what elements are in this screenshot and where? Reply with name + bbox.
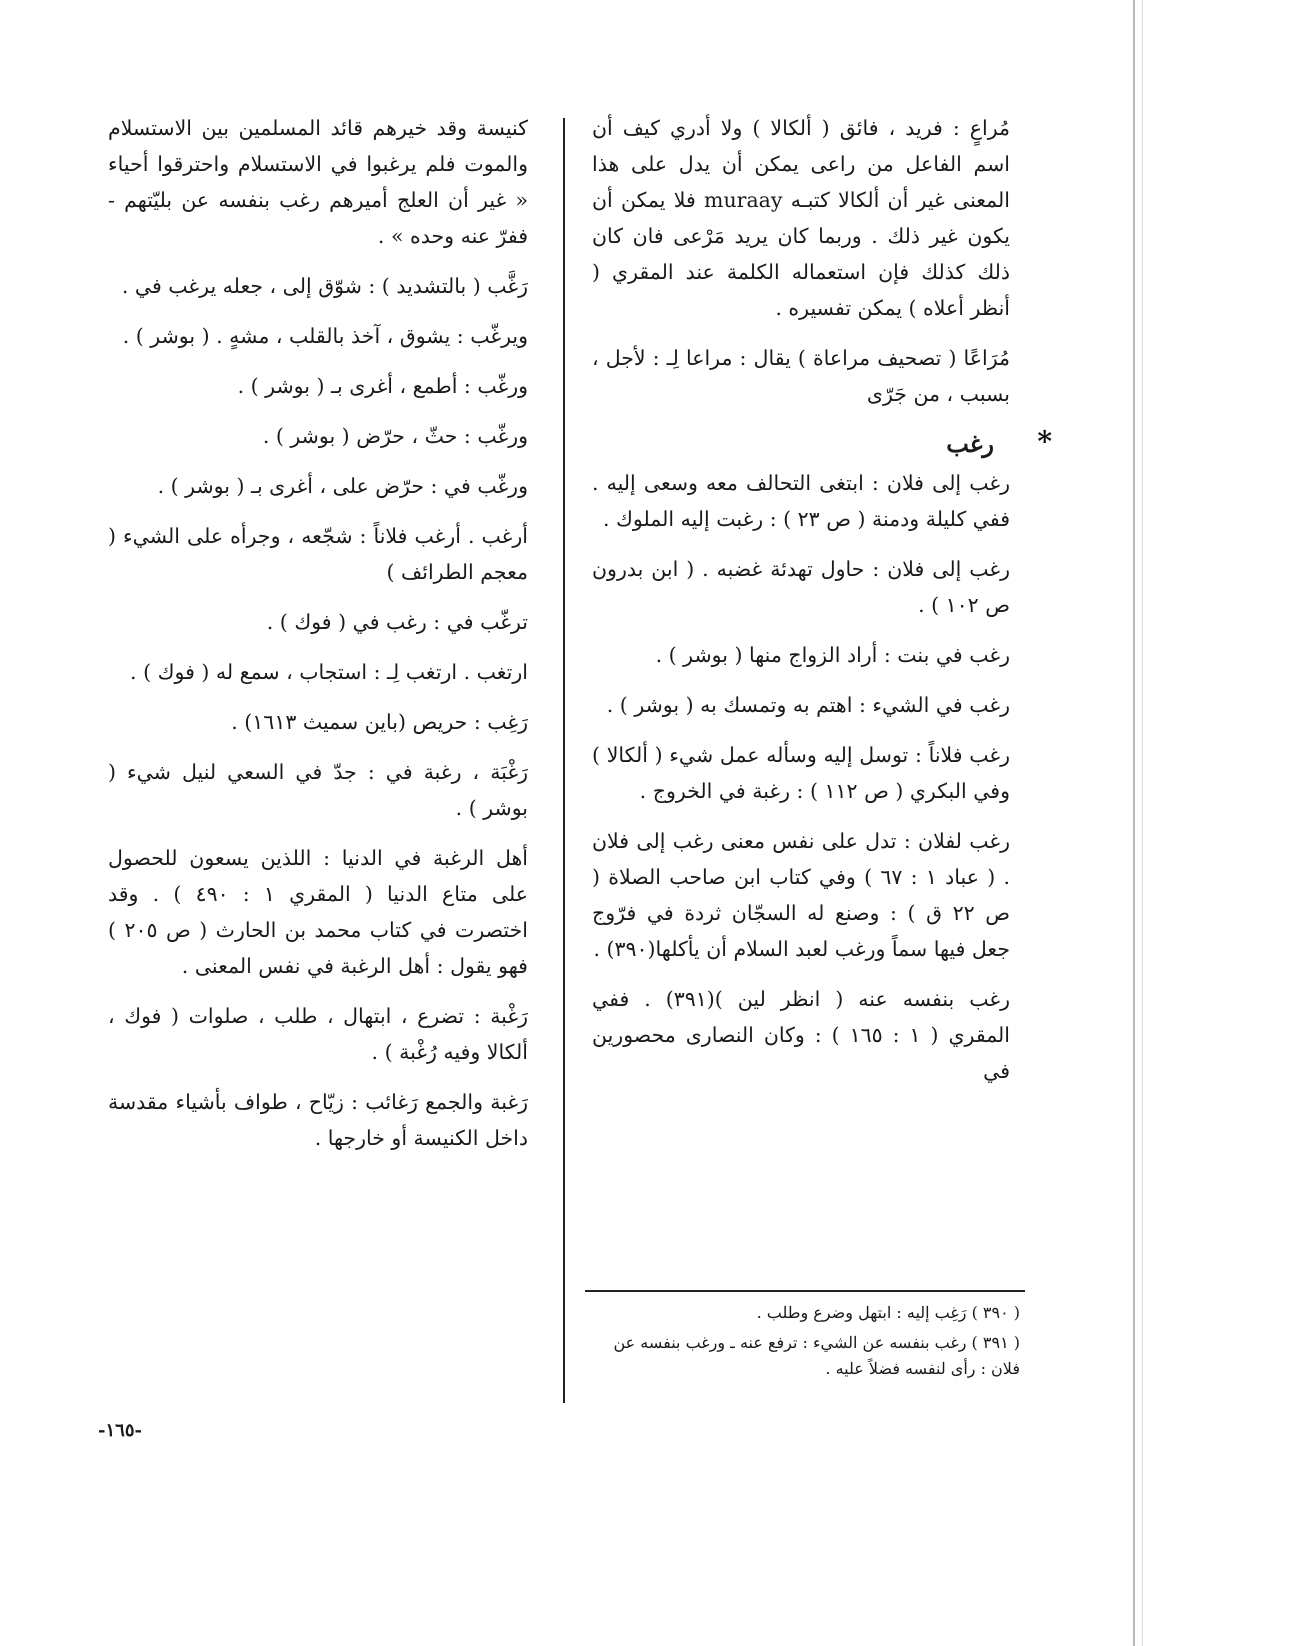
right-column [592, 110, 1052, 1103]
entry-raghba-fi: رَغْبَة ، رغبة في : جدّ في السعي لنيل شيء ( بوشر ) . [108, 760, 528, 820]
entry-raghba-raghaib: رَغبة والجمع رَغائب : زيّاح ، طواف بأشياء مقدسة داخل الكنيسة أو خارجها . [108, 1090, 528, 1150]
section-header [592, 425, 1052, 463]
left-column [108, 110, 528, 1170]
entry-arghaba: أرغب . أرغب فلاناً : شجّعه ، وجرأه على الشيء ( معجم الطرائف ) [108, 524, 528, 584]
entry-raghib: رَغِب : حريص (باين سميث ١٦١٣) . [231, 710, 528, 734]
entry-yuraggib: ويرغّب : يشوق ، آخذ بالقلب ، مشهٍ . ( بوشر ) . [122, 324, 528, 348]
section-star-marker: * [1037, 425, 1052, 458]
entry-ragiba-fi-shay: رغب في الشيء : اهتم به وتمسك به ( بوشر ) . [606, 693, 1010, 717]
entry-muraa: مُراعٍ : فريد ، فائق ( ألكالا ) ولا أدري كيف أن اسم الفاعل من راعى يمكن أن يدل على هذا المعنى غير أن ألكالا كتبـه muraay فلا يمكن أن يكون غير ذلك . وربما كان يريد مَرْعى فان كان ذلك كذلك فإن استعماله الكلمة عند المقري ( أنظر أعلاه ) يمكن تفسيره . [592, 116, 1010, 320]
column-divider [563, 118, 565, 1403]
page-spine-edge-faint [1142, 0, 1143, 1646]
entry-raghba-tadarru: رَغْبة : تضرع ، ابتهال ، طلب ، صلوات ( فوك ، ألكالا وفيه رُغْبة ) . [108, 1004, 528, 1064]
section-headword: رغب [946, 429, 994, 458]
footnote-390: ( ٣٩٠ ) رَغِب إليه : ابتهل وضرع وطلب . [756, 1303, 1020, 1322]
page-number: -١٦٥- [98, 1420, 142, 1441]
footnotes [590, 1300, 1020, 1386]
entry-ragiba-fi-bint: رغب في بنت : أراد الزواج منها ( بوشر ) . [655, 643, 1010, 667]
entry-muraan: مُرَاعًا ( تصحيف مراعاة ) يقال : مراعا لِـ : لأجل ، بسبب ، من جَرّى [592, 346, 1010, 406]
entry-raggaba: رَغَّب ( بالتشديد ) : شوّق إلى ، جعله يرغب في . [121, 274, 528, 298]
entry-ragiba-fulanan: رغب فلاناً : توسل إليه وسأله عمل شيء ( ألكالا ) وفي البكري ( ص ١١٢ ) : رغبة في الخروج . [592, 743, 1010, 803]
entry-ragiba-binafsihi: رغب بنفسه عنه ( انظر لين )(٣٩١) . ففي المقري ( ١ : ١٦٥ ) : وكان النصارى محصورين في [592, 987, 1010, 1083]
entry-ragiba-li-fulan: رغب لفلان : تدل على نفس معنى رغب إلى فلان . ( عباد ١ : ٦٧ ) وفي كتاب ابن صاحب الصلاة ( ص ٢٢ ق ) : وصنع له السجّان ثردة في فرّوج جعل فيها سماً ورغب لعبد السلام أن يأكلها(٣٩٠) . [592, 829, 1011, 961]
entry-raggaba-atmaa: ورغّب : أطمع ، أغرى بـ ( بوشر ) . [237, 374, 528, 398]
entry-taraggaba: ترغّب في : رغب في ( فوك ) . [266, 610, 528, 634]
footnote-separator [585, 1290, 1025, 1292]
entry-ahl-al-raghba: أهل الرغبة في الدنيا : اللذين يسعون للحصول على متاع الدنيا ( المقري ١ : ٤٩٠ ) . وقد اختصرت في كتاب محمد بن الحارث ( ص ٢٠٥ ) فهو يقول : أهل الرغبة في نفس المعنى . [108, 846, 528, 978]
entry-raggaba-fi: ورغّب في : حرّض على ، أغرى بـ ( بوشر ) . [157, 474, 528, 498]
page-spine-edge [1133, 0, 1135, 1646]
entry-raggaba-hath: ورغّب : حثّ ، حرّض ( بوشر ) . [262, 424, 528, 448]
entry-continuation: كنيسة وقد خيرهم قائد المسلمين بين الاستسلام والموت فلم يرغبوا في الاستسلام واحترقوا أحياء « غير أن العلج أميرهم رغب بنفسه عن بليّتهم - ففرّ عنه وحده » . [108, 116, 528, 248]
entry-irtaghaba: ارتغب . ارتغب لِـ : استجاب ، سمع له ( فوك ) . [130, 660, 528, 684]
entry-ragiba-ila-2: رغب إلى فلان : حاول تهدئة غضبه . ( ابن بدرون ص ١٠٢ ) . [592, 557, 1010, 617]
entry-ragiba-ila-1: رغب إلى فلان : ابتغى التحالف معه وسعى إليه . ففي كليلة ودمنة ( ص ٢٣ ) : رغبت إليه الملوك . [592, 471, 1010, 531]
footnote-391: ( ٣٩١ ) رغب بنفسه عن الشيء : ترفع عنه ـ ورغب بنفسه عن فلان : رأى لنفسه فضلاً عليه . [613, 1333, 1020, 1378]
